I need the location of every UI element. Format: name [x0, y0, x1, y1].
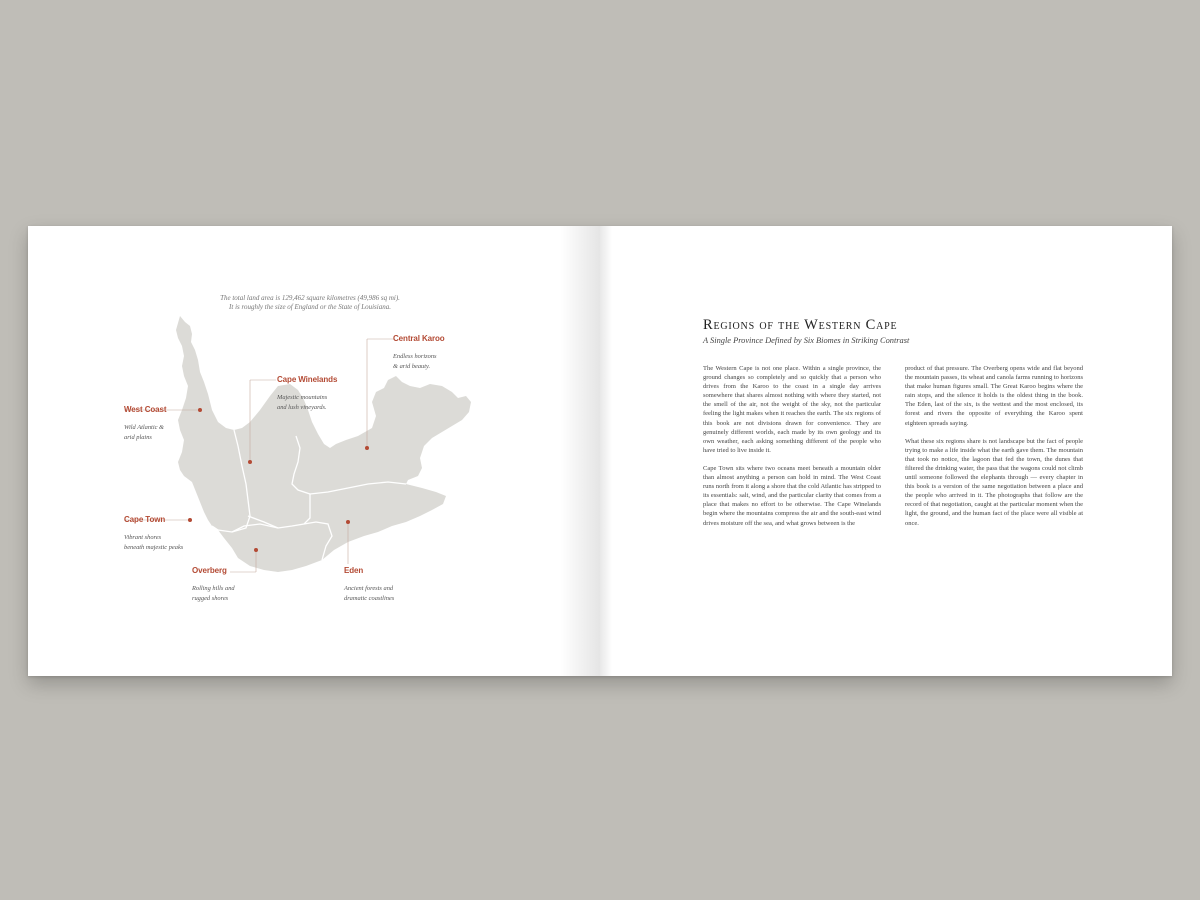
marker-cape-winelands — [248, 460, 252, 464]
left-page — [28, 226, 600, 676]
paragraph: product of that pressure. The Overberg opens wide and flat beyond the mountain passes, its wheat and canola farms running to horizons that make human figures small. The Great Karoo begins where the rain stops, and the silence it holds is the oldest thing in the book. The Eden, last of the six, is the wettest and the most enclosed, its forest and rivers the opposite of everything the Karoo spent eighteen spreads saying. — [905, 365, 1083, 427]
marker-overberg — [254, 548, 258, 552]
text-column-1 — [703, 364, 881, 537]
region-desc-line: Majestic mountains — [277, 394, 328, 401]
region-west-coast — [124, 405, 244, 443]
text-column-2 — [905, 364, 1083, 537]
region-desc-line: and lush vineyards. — [277, 404, 327, 411]
region-desc-line: Wild Atlantic & — [124, 424, 165, 431]
right-page — [600, 226, 1172, 676]
region-desc-line: Endless horizons — [393, 353, 437, 360]
region-eden — [344, 566, 464, 604]
marker-central-karoo — [365, 446, 369, 450]
region-name: West Coast — [124, 405, 167, 414]
region-description — [277, 393, 397, 413]
region-desc-line: arid plains — [124, 434, 152, 441]
page-title: Regions of the Western Cape — [703, 317, 898, 333]
region-name: Cape Winelands — [277, 375, 338, 384]
region-name: Cape Town — [124, 515, 166, 524]
paragraph: What these six regions share is not landscape but the fact of people trying to make a life inside what the earth gave them. The mountain that took no notice, the lagoon that fed the town, the dunes that filtered the drinking water, the pass that the wagons could not climb until someone followed the elephants through — every chapter in this book is a version of the same negotiation between a place and the people who arrived in it. The photographs that follow are the record of that negotiation, caught at the particular moment when the light, the ground, and the human fact of the place were all visible at once. — [905, 437, 1083, 527]
paragraph: The Western Cape is not one place. Within a single province, the ground changes so completely and so quickly that a person who drives from the Karoo to the coast in a single day arrives somewhere that shares almost nothing with where they started, not the smell of the air, not the weight of the sky, not the particular feeling the light makes when it reaches the earth. The six regions of this book are not divisions drawn for convenience. They are genuinely different worlds, each made by its own geology and its own weather, each asking something different of the people who have tried to live inside it. — [703, 365, 881, 454]
region-description — [124, 423, 244, 443]
region-desc-line: & arid beauty. — [393, 363, 431, 370]
region-desc-line: Vibrant shores — [124, 534, 162, 541]
region-cape-winelands — [277, 375, 397, 413]
region-name: Central Karoo — [393, 334, 445, 343]
region-desc-line: Rolling hills and — [192, 585, 235, 592]
region-cape-town — [124, 515, 244, 553]
region-overberg — [192, 566, 312, 604]
region-central-karoo — [393, 334, 513, 372]
paragraph: Cape Town sits where two oceans meet beneath a mountain older than almost anything a person can hold in mind. The West Coast runs north from it along a shore that the cold Atlantic has stripped to its essentials: salt, wind, and the particular clarity that comes from a place that makes no effort to be otherwise. The Cape Winelands begin where the mountains compress the air and the south-east wind drives moisture off the sea, and what grows between is the — [703, 464, 881, 527]
region-description — [124, 533, 244, 553]
book-spread — [28, 226, 1172, 676]
caption-line-2: It is roughly the size of England or the State of Louisiana. — [229, 303, 391, 311]
page-subtitle: A Single Province Defined by Six Biomes in Striking Contrast — [703, 336, 910, 345]
region-desc-line: dramatic coastlines — [344, 595, 395, 602]
western-cape-map — [28, 226, 600, 676]
region-desc-line: Ancient forests and — [344, 585, 394, 592]
caption-line-1: The total land area is 129,462 square kilometres (49,986 sq mi). — [220, 294, 400, 302]
region-description — [344, 584, 464, 604]
region-description — [393, 352, 513, 372]
gutter-shadow — [600, 226, 612, 676]
marker-eden — [346, 520, 350, 524]
region-name: Overberg — [192, 566, 227, 575]
region-desc-line: rugged shores — [192, 595, 229, 602]
region-description — [192, 584, 312, 604]
region-name: Eden — [344, 566, 364, 575]
region-desc-line: beneath majestic peaks — [124, 544, 184, 551]
